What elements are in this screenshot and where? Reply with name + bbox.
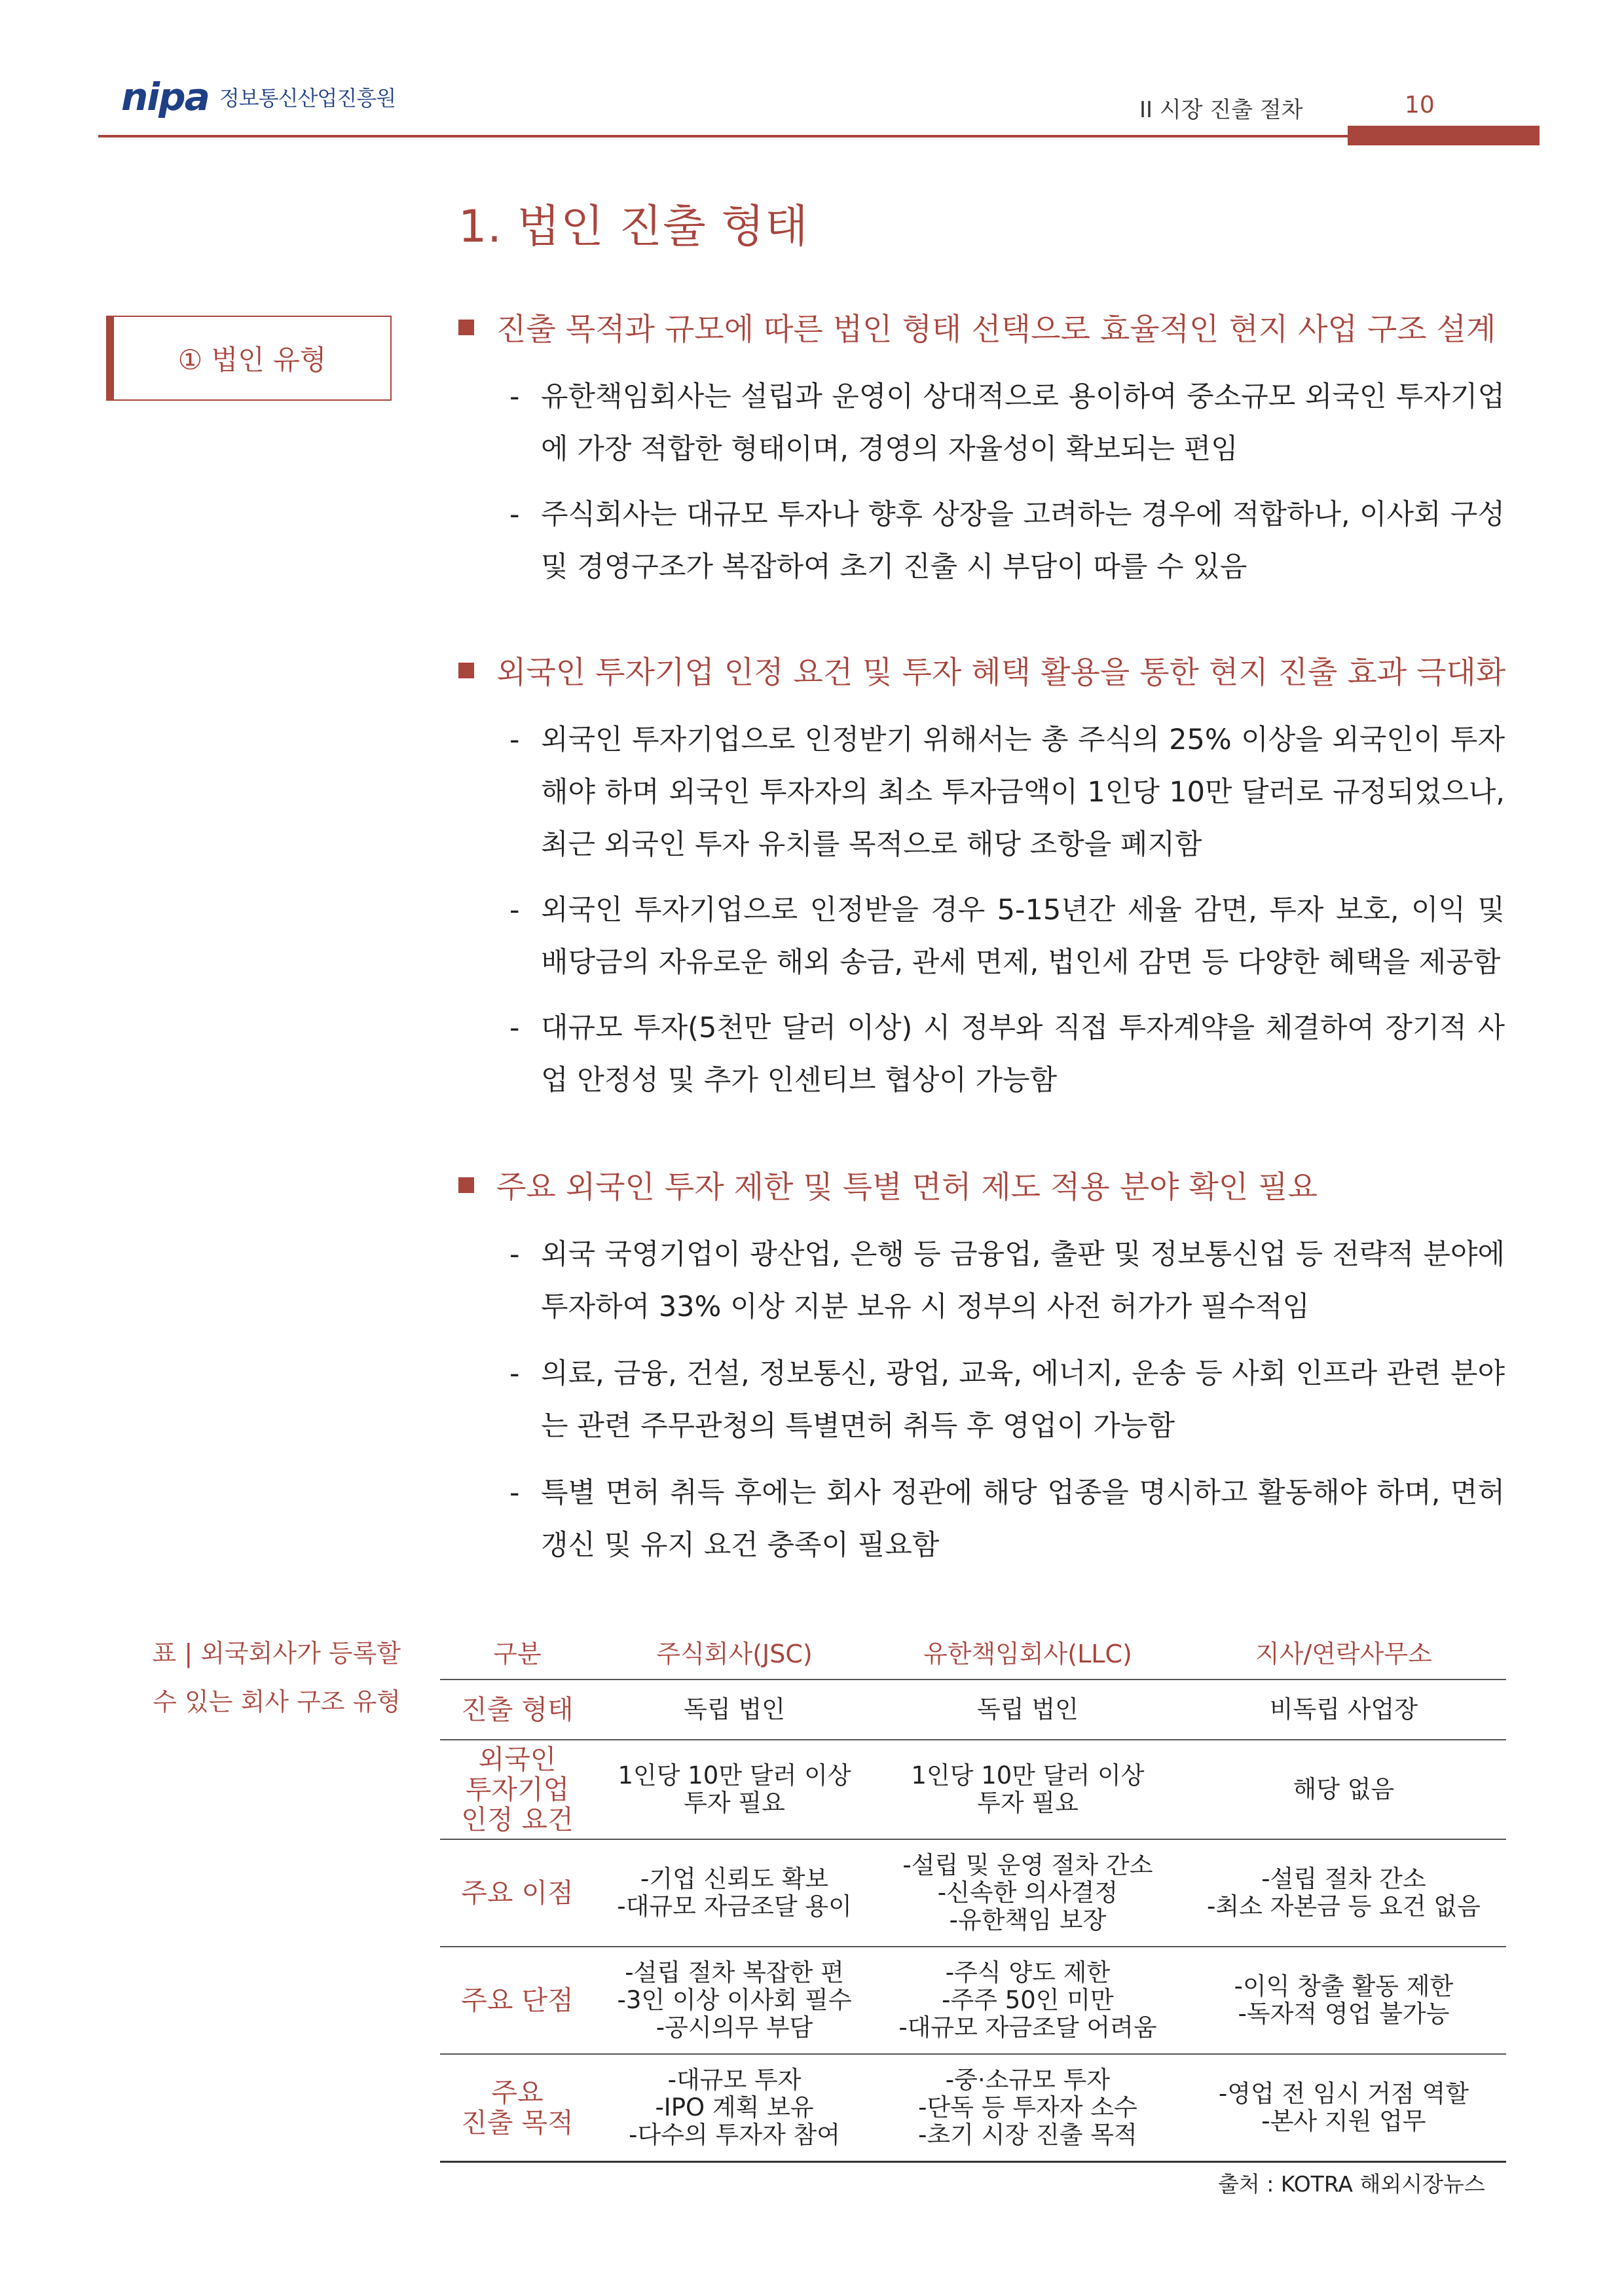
list-item: - 대규모 투자(5천만 달러 이상) 시 정부와 직접 투자계약을 체결하여 장기적 사업 안정성 및 추가 인센티브 협상이 가능함 xyxy=(509,1012,1505,1097)
column-header: 구분 xyxy=(440,1624,595,1680)
table-row xyxy=(440,1947,1506,2054)
list-item: - 외국 국영기업이 광산업, 은행 등 금융업, 출판 및 정보통신업 등 전략적 분야에 투자하여 33% 이상 지분 보유 시 정부의 사전 허가가 필수적임 xyxy=(509,1238,1505,1323)
source-note: 출처 : KOTRA 해외시장뉴스 xyxy=(1218,2171,1485,2197)
square-bullet-icon xyxy=(458,1177,474,1193)
logo xyxy=(121,77,396,117)
side-label-box xyxy=(106,316,392,401)
row-header: 외국인 투자기업 인정 요건 xyxy=(440,1740,595,1839)
table-row xyxy=(440,1680,1506,1740)
header-accent-block xyxy=(1348,126,1540,145)
table-row xyxy=(440,1740,1506,1839)
company-structure-table xyxy=(440,1624,1506,2163)
table-cell: -설립 절차 간소 -최소 자본금 등 요건 없음 xyxy=(1181,1839,1506,1947)
table-cell: -영업 전 임시 거점 역할 -본사 지원 업무 xyxy=(1181,2054,1506,2161)
table-header-row xyxy=(440,1624,1506,1680)
table-caption: 표 | 외국회사가 등록할 수 있는 회사 구조 유형 xyxy=(152,1639,401,1716)
table-cell: -대규모 투자 -IPO 계획 보유 -다수의 투자자 참여 xyxy=(595,2054,874,2161)
bullet-heading: 외국인 투자기업 인정 요건 및 투자 혜택 활용을 통한 현지 진출 효과 극대화 xyxy=(458,648,1505,692)
column-header: 주식회사(JSC) xyxy=(595,1624,874,1680)
table-cell: 비독립 사업장 xyxy=(1181,1680,1506,1740)
side-label: ① 법인 유형 xyxy=(177,344,327,376)
table-cell: 해당 없음 xyxy=(1181,1740,1506,1839)
row-header: 진출 형태 xyxy=(440,1680,595,1740)
section-title: 1. 법인 진출 형태 xyxy=(458,201,809,253)
row-header: 주요 이점 xyxy=(440,1839,595,1947)
table-cell: 1인당 10만 달러 이상 투자 필요 xyxy=(874,1740,1181,1839)
list-item: - 외국인 투자기업으로 인정받을 경우 5-15년간 세율 감면, 투자 보호, 이익 및 배당금의 자유로운 해외 송금, 관세 면제, 법인세 감면 등 다양한 혜택을 제공함 xyxy=(509,894,1505,979)
table-row xyxy=(440,2054,1506,2161)
square-bullet-icon xyxy=(458,320,474,335)
logo-text: 정보통신산업진흥원 xyxy=(219,86,396,111)
list-item: - 외국인 투자기업으로 인정받기 위해서는 총 주식의 25% 이상을 외국인이 투자해야 하며 외국인 투자자의 최소 투자금액이 1인당 10만 달러로 규정되었으나, 최근 외국인 투자 유치를 목적으로 해당 조항을 폐지함 xyxy=(509,724,1505,861)
table-cell: -설립 및 운영 절차 간소 -신속한 의사결정 -유한책임 보장 xyxy=(874,1839,1181,1947)
page-number: 10 xyxy=(1405,92,1435,119)
list-item: - 유한책임회사는 설립과 운영이 상대적으로 용이하여 중소규모 외국인 투자기업에 가장 적합한 형태이며, 경영의 자율성이 확보되는 편임 xyxy=(509,380,1505,466)
table-cell: 독립 법인 xyxy=(595,1680,874,1740)
table-cell: -이익 창출 활동 제한 -독자적 영업 불가능 xyxy=(1181,1947,1506,2054)
table-cell: -기업 신뢰도 확보 -대규모 자금조달 용이 xyxy=(595,1839,874,1947)
bullet-heading: 진출 목적과 규모에 따른 법인 형태 선택으로 효율적인 현지 사업 구조 설계 xyxy=(458,305,1496,349)
table-cell: -중·소규모 투자 -단독 등 투자자 소수 -초기 시장 진출 목적 xyxy=(874,2054,1181,2161)
table-cell: -설립 절차 복잡한 편 -3인 이상 이사회 필수 -공시의무 부담 xyxy=(595,1947,874,2054)
square-bullet-icon xyxy=(458,663,474,678)
table-row xyxy=(440,1839,1506,1947)
column-header: 지사/연락사무소 xyxy=(1181,1624,1506,1680)
list-item: - 주식회사는 대규모 투자나 향후 상장을 고려하는 경우에 적합하나, 이사회 구성 및 경영구조가 복잡하여 초기 진출 시 부담이 따를 수 있음 xyxy=(509,498,1505,583)
row-header: 주요 진출 목적 xyxy=(440,2054,595,2161)
bullet-heading: 주요 외국인 투자 제한 및 특별 면허 제도 적용 분야 확인 필요 xyxy=(458,1163,1318,1207)
list-item: - 의료, 금융, 건설, 정보통신, 광업, 교육, 에너지, 운송 등 사회 인프라 관련 분야는 관련 주무관청의 특별면허 취득 후 영업이 가능함 xyxy=(509,1357,1505,1442)
list-item: - 특별 면허 취득 후에는 회사 정관에 해당 업종을 명시하고 활동해야 하며, 면허 갱신 및 유지 요건 충족이 필요함 xyxy=(509,1477,1505,1562)
logo-mark: nipa xyxy=(121,75,209,119)
header-rule xyxy=(98,135,1526,138)
table-cell: 독립 법인 xyxy=(874,1680,1181,1740)
table-cell: 1인당 10만 달러 이상 투자 필요 xyxy=(595,1740,874,1839)
chapter-label: II 시장 진출 절차 xyxy=(1139,97,1303,123)
row-header: 주요 단점 xyxy=(440,1947,595,2054)
table-cell: -주식 양도 제한 -주주 50인 미만 -대규모 자금조달 어려움 xyxy=(874,1947,1181,2054)
column-header: 유한책임회사(LLC) xyxy=(874,1624,1181,1680)
